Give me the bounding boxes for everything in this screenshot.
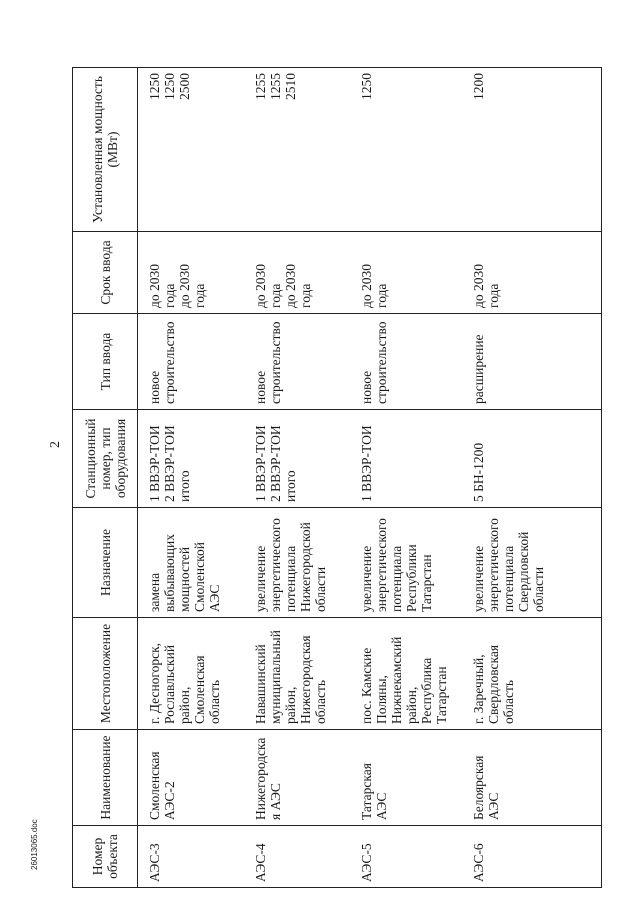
equipment-line: 1 ВВЭР-ТОИ [253, 425, 268, 502]
cell-capacity [355, 68, 467, 232]
equipment-line: 2 ВВЭР-ТОИ [268, 425, 283, 502]
cell-name: Татарская АЭС [355, 730, 467, 826]
footer-file-code: 26013065.doc [30, 819, 39, 870]
cell-object-number: АЭС-6 [467, 826, 602, 888]
table-row [138, 68, 250, 888]
nuclear-plants-table [72, 67, 602, 888]
cell-deadline [467, 232, 602, 314]
cell-purpose: увеличение энергетического потенциала Свердловской области [467, 508, 602, 618]
cell-deadline [138, 232, 250, 314]
equipment-line: итого [177, 470, 192, 502]
cell-equipment [249, 410, 355, 508]
header-input-type: Тип ввода [73, 314, 138, 410]
cell-equipment [355, 410, 467, 508]
equipment-line: 2 ВВЭР-ТОИ [162, 425, 177, 502]
cell-deadline [249, 232, 355, 314]
capacity-line: 1255 [268, 73, 283, 100]
cell-location: г. Заречный, Свердловская область [467, 618, 602, 730]
equipment-line: 5 БН-1200 [471, 442, 486, 502]
deadline-line: до 2030 года [471, 264, 501, 308]
cell-equipment [138, 410, 250, 508]
capacity-line: 1250 [162, 73, 177, 100]
capacity-line: 1250 [147, 73, 162, 100]
header-deadline: Срок ввода [73, 232, 138, 314]
cell-input-type: расширение [467, 314, 602, 410]
cell-object-number: АЭС-4 [249, 826, 355, 888]
capacity-line: 2500 [177, 73, 192, 100]
capacity-line: 1200 [471, 73, 486, 100]
cell-object-number: АЭС-5 [355, 826, 467, 888]
equipment-line: 1 ВВЭР-ТОИ [359, 425, 374, 502]
cell-name: Смоленская АЭС-2 [138, 730, 250, 826]
table-header-row [73, 68, 138, 888]
cell-location: пос. Камские Поляны, Нижнекамский район, Республика Татарстан [355, 618, 467, 730]
cell-deadline [355, 232, 467, 314]
cell-purpose: увеличение энергетического потенциала Нижегородской области [249, 508, 355, 618]
cell-location: Навашинский муниципальный район, Нижегородская область [249, 618, 355, 730]
cell-object-number: АЭС-3 [138, 826, 250, 888]
page-number: 2 [48, 441, 63, 448]
cell-input-type: новое строительство [138, 314, 250, 410]
capacity-line: 1250 [359, 73, 374, 100]
cell-input-type: новое строительство [355, 314, 467, 410]
header-object-number: Номер объекта [73, 826, 138, 888]
table-row [467, 68, 602, 888]
deadline-line: до 2030 года [283, 264, 313, 308]
header-purpose: Назначение [73, 508, 138, 618]
deadline-line: до 2030 года [147, 264, 177, 308]
cell-capacity [467, 68, 602, 232]
nuclear-plants-table-container [72, 68, 602, 888]
equipment-line: 1 ВВЭР-ТОИ [147, 425, 162, 502]
header-equipment: Станционный номер, тип оборудования [73, 410, 138, 508]
cell-name: Белоярская АЭС [467, 730, 602, 826]
table-row [355, 68, 467, 888]
cell-equipment [467, 410, 602, 508]
header-capacity: Установленная мощность (МВт) [73, 68, 138, 232]
deadline-line: до 2030 года [177, 264, 207, 308]
capacity-line: 2510 [283, 73, 298, 100]
cell-purpose: замена выбывающих мощностей Смоленской АЭС [138, 508, 250, 618]
capacity-line: 1255 [253, 73, 268, 100]
equipment-line: итого [283, 470, 298, 502]
deadline-line: до 2030 года [359, 264, 389, 308]
cell-capacity [249, 68, 355, 232]
cell-location: г. Десногорск, Рославльский район, Смоленская область [138, 618, 250, 730]
cell-purpose: увеличение энергетического потенциала Республики Татарстан [355, 508, 467, 618]
header-name: Наименование [73, 730, 138, 826]
table-row [249, 68, 355, 888]
cell-input-type: новое строительство [249, 314, 355, 410]
header-location: Местоположение [73, 618, 138, 730]
deadline-line: до 2030 года [253, 264, 283, 308]
cell-capacity [138, 68, 250, 232]
cell-name: Нижегородская АЭС [249, 730, 355, 826]
